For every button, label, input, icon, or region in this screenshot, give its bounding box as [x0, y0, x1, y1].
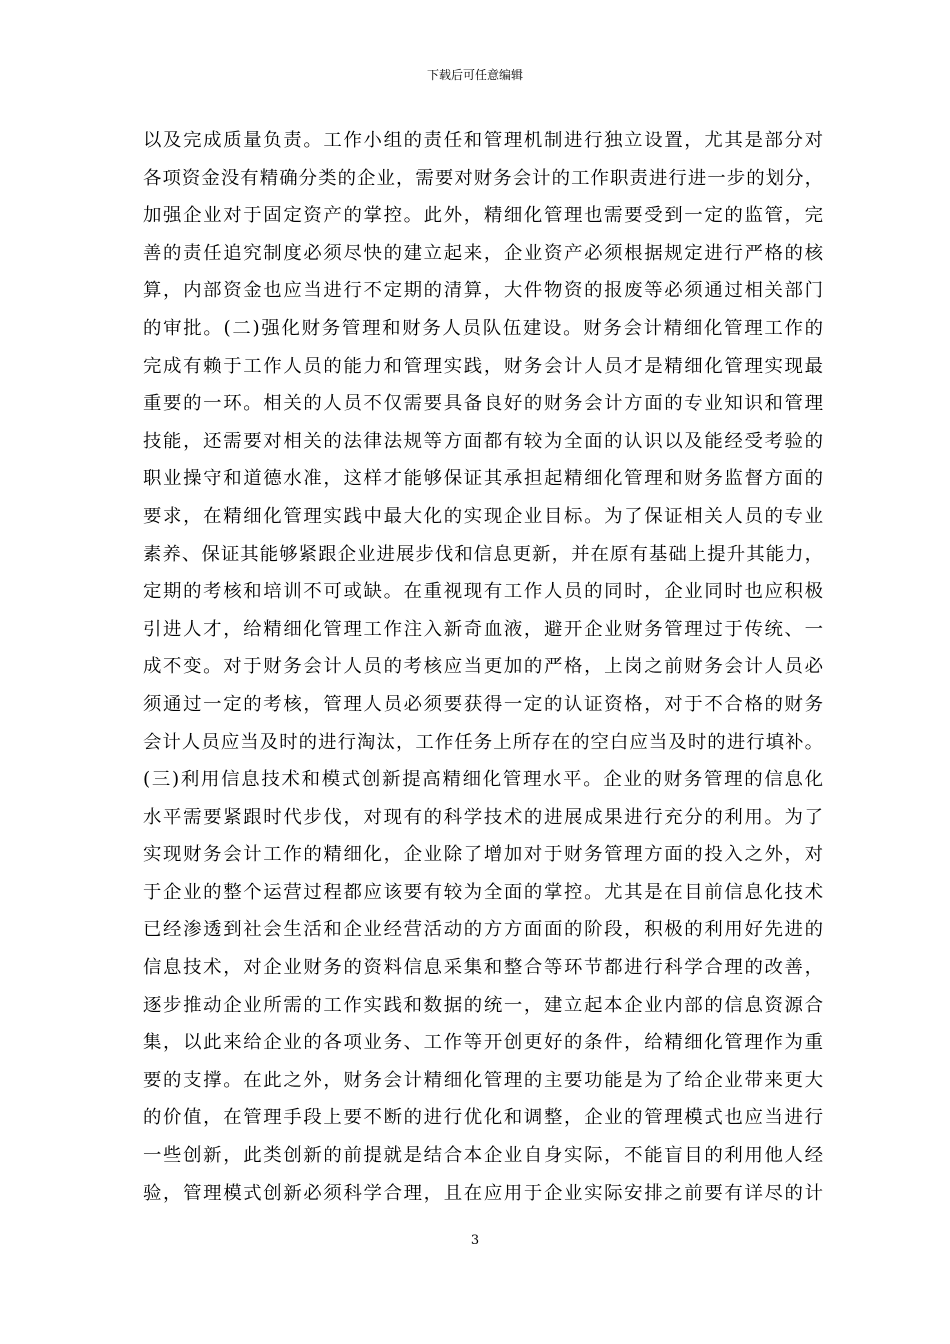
text-line-25: 集，以此来给企业的各项业务、工作等开创更好的条件，给精细化管理作为重 [143, 1032, 823, 1054]
text-line-19: 水平需要紧跟时代步伐，对现有的科学技术的进展成果进行充分的利用。为了 [143, 806, 823, 828]
text-line-11: 要求，在精细化管理实践中最大化的实现企业目标。为了保证相关人员的专业 [143, 505, 823, 527]
text-line-28: 一些创新，此类创新的前提就是结合本企业自身实际，不能盲目的利用他人经 [143, 1145, 823, 1167]
text-line-16: 须通过一定的考核，管理人员必须要获得一定的认证资格，对于不合格的财务 [143, 693, 823, 715]
text-line-2: 各项资金没有精确分类的企业，需要对财务会计的工作职责进行进一步的划分， [143, 167, 823, 189]
text-line-24: 逐步推动企业所需的工作实践和数据的统一，建立起本企业内部的信息资源合 [143, 994, 823, 1016]
text-line-5: 算，内部资金也应当进行不定期的清算，大件物资的报废等必须通过相关部门 [143, 280, 823, 302]
text-line-3: 加强企业对于固定资产的掌控。此外，精细化管理也需要受到一定的监管，完 [143, 205, 823, 227]
text-line-26: 要的支撑。在此之外，财务会计精细化管理的主要功能是为了给企业带来更大 [143, 1069, 823, 1091]
text-line-4: 善的责任追究制度必须尽快的建立起来，企业资产必须根据规定进行严格的核 [143, 242, 823, 264]
text-line-21: 于企业的整个运营过程都应该要有较为全面的掌控。尤其是在目前信息化技术 [143, 881, 823, 903]
text-line-6: 的审批。(二)强化财务管理和财务人员队伍建设。财务会计精细化管理工作的 [143, 317, 823, 339]
text-line-20: 实现财务会计工作的精细化，企业除了增加对于财务管理方面的投入之外，对 [143, 844, 823, 866]
page-number: 3 [470, 1233, 480, 1248]
body-text [143, 122, 823, 1212]
text-line-27: 的价值，在管理手段上要不断的进行优化和调整，企业的管理模式也应当进行 [143, 1107, 823, 1129]
text-line-14: 引进人才，给精细化管理工作注入新奇血液，避开企业财务管理过于传统、一 [143, 618, 823, 640]
text-line-12: 素养、保证其能够紧跟企业进展步伐和信息更新，并在原有基础上提升其能力， [143, 543, 823, 565]
text-line-7: 完成有赖于工作人员的能力和管理实践，财务会计人员才是精细化管理实现最 [143, 355, 823, 377]
text-line-9: 技能，还需要对相关的法律法规等方面都有较为全面的认识以及能经受考验的 [143, 430, 823, 452]
text-line-13: 定期的考核和培训不可或缺。在重视现有工作人员的同时，企业同时也应积极 [143, 581, 823, 603]
text-line-10: 职业操守和道德水准，这样才能够保证其承担起精细化管理和财务监督方面的 [143, 468, 823, 490]
text-line-29: 验，管理模式创新必须科学合理，且在应用于企业实际安排之前要有详尽的计 [143, 1182, 823, 1204]
page-header: 下载后可任意编辑 [426, 68, 523, 82]
text-line-18: (三)利用信息技术和模式创新提高精细化管理水平。企业的财务管理的信息化 [143, 769, 823, 791]
text-line-8: 重要的一环。相关的人员不仅需要具备良好的财务会计方面的专业知识和管理 [143, 393, 823, 415]
text-line-15: 成不变。对于财务会计人员的考核应当更加的严格，上岗之前财务会计人员必 [143, 656, 823, 678]
text-line-1: 以及完成质量负责。工作小组的责任和管理机制进行独立设置，尤其是部分对 [143, 130, 823, 151]
text-line-17: 会计人员应当及时的进行淘汰，工作任务上所存在的空白应当及时的进行填补。 [143, 731, 823, 753]
text-line-22: 已经渗透到社会生活和企业经营活动的方方面面的阶段，积极的利用好先进的 [143, 919, 823, 941]
text-line-23: 信息技术，对企业财务的资料信息采集和整合等环节都进行科学合理的改善， [143, 957, 823, 979]
